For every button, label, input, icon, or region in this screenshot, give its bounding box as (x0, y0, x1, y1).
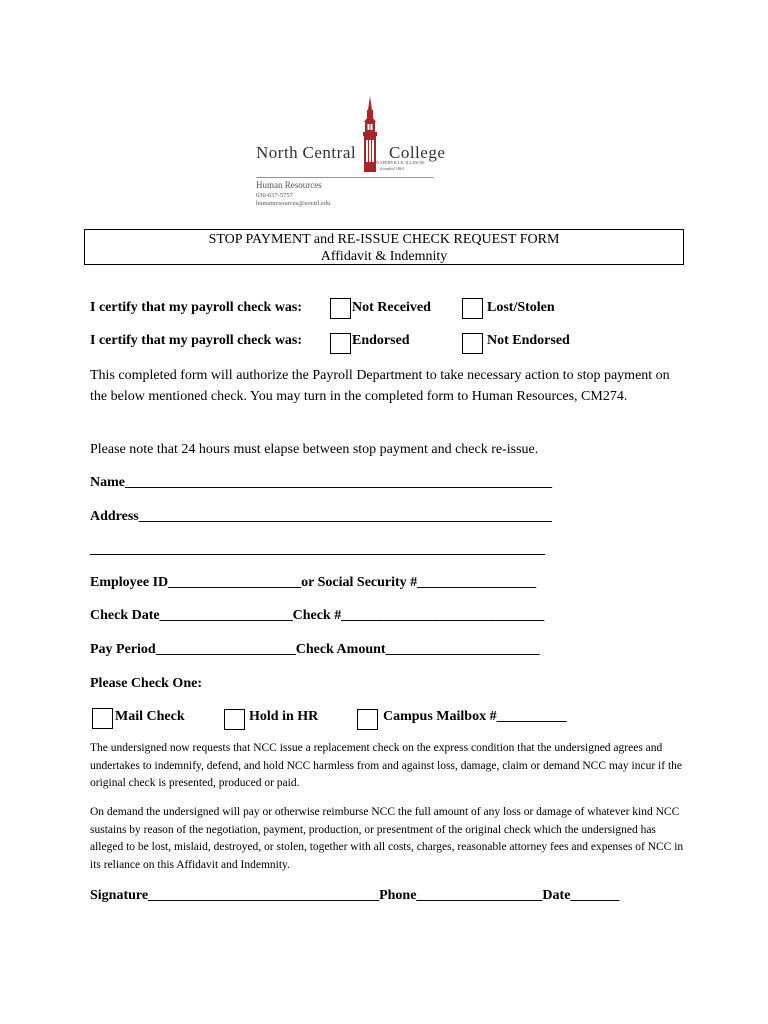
logo-founded: founded 1861 (380, 166, 405, 171)
please-check-heading: Please Check One: (90, 676, 202, 691)
not-received-label: Not Received (352, 300, 431, 315)
campus-mailbox-checkbox[interactable] (357, 709, 378, 730)
logo-north: North Central (256, 143, 357, 162)
check-date-field[interactable]: Check Date___________________Check #_____________________________ (90, 608, 545, 623)
lost-stolen-checkbox[interactable] (462, 298, 483, 319)
certify-endorsed-label: I certify that my payroll check was: (90, 333, 303, 348)
certify-received-label: I certify that my payroll check was: (90, 300, 303, 315)
mail-check-label: Mail Check (115, 709, 185, 724)
lost-stolen-label: Lost/Stolen (487, 300, 555, 315)
endorsed-label: Endorsed (352, 333, 410, 348)
name-field[interactable]: Name_____________________________________________________________ (90, 475, 552, 490)
employee-id-field[interactable]: Employee ID___________________or Social Security #_________________ (90, 575, 537, 590)
reimburse-paragraph: On demand the undersigned will pay or otherwise reimburse NCC the full amount of any loss or damage of whatever kind NCC sustains by reason of the negotiation, payment, production, or presentment of the original check which the undersigned has alleged to be lost, mislaid, destroyed, or stolen, together with all costs, charges, reasonable attorney fees and expenses of NCC in its reliance on this Affidavit and Indemnity. (90, 806, 684, 871)
address-line2-field[interactable]: _________________________________________________________________ (90, 542, 545, 557)
form-title: STOP PAYMENT and RE-ISSUE CHECK REQUEST FORM (208, 232, 560, 247)
not-endorsed-label: Not Endorsed (487, 333, 570, 348)
form-subtitle: Affidavit & Indemnity (320, 249, 448, 264)
pay-period-field[interactable]: Pay Period____________________Check Amount______________________ (90, 642, 540, 657)
form-title-box (84, 229, 684, 265)
signature-phone-date-field[interactable]: Signature_________________________________Phone__________________Date_______ (90, 888, 620, 903)
logo-college: College (389, 143, 446, 162)
indemnity-paragraph: The undersigned now requests that NCC issue a replacement check on the express condition that the undersigned agrees and undertakes to indemnify, defend, and hold NCC harmless from and against loss, damage, claim or demand NCC may incur if the original check is presented, produced or paid. (90, 742, 683, 789)
hr-department: Human Resources (256, 180, 322, 190)
endorsed-checkbox[interactable] (330, 333, 351, 354)
address-field[interactable]: Address___________________________________________________________ (90, 509, 552, 524)
intro-paragraph: This completed form will authorize the Payroll Department to take necessary action to stop payment on the below mentioned check. You may turn in the completed form to Human Resources, CM274. (90, 368, 670, 404)
hr-email: humanresources@noctrl.edu (256, 200, 331, 207)
hr-phone: 630-637-5757 (256, 192, 293, 199)
logo-city: NAPERVILLE, ILLINOIS (376, 160, 425, 165)
hold-in-hr-checkbox[interactable] (224, 709, 245, 730)
not-endorsed-checkbox[interactable] (462, 333, 483, 354)
logo-divider (256, 177, 434, 178)
hold-in-hr-label: Hold in HR (249, 709, 319, 724)
mail-check-checkbox[interactable] (92, 708, 113, 729)
elapse-note: Please note that 24 hours must elapse between stop payment and check re-issue. (90, 442, 539, 457)
not-received-checkbox[interactable] (330, 298, 351, 319)
campus-mailbox-field[interactable]: Campus Mailbox #__________ (383, 709, 567, 724)
